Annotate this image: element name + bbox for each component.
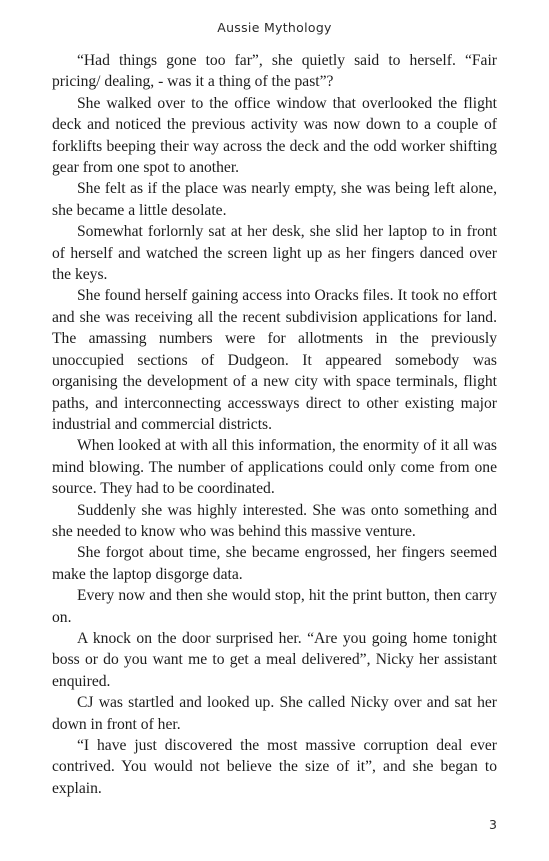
paragraph: When looked at with all this information, the enormity of it all was mind blowing. The number of applications could only come from one source. They had to be coordinated. [52,437,497,498]
paragraph: Somewhat forlornly sat at her desk, she slid her laptop to in front of herself and watched the screen light up as her fingers danced over the keys. [52,223,497,284]
paragraph: She felt as if the place was nearly empty, she was being left alone, she became a little desolate. [52,180,497,219]
paragraph: Suddenly she was highly interested. She was onto something and she needed to know who was behind this massive venture. [52,501,497,540]
paragraph: She walked over to the office window that overlooked the flight deck and noticed the previous activity was now down to a couple of forklifts beeping their way across the deck and the odd worker shifting gear from one spot to another. [52,94,497,177]
page-number: 3 [489,817,497,832]
paragraph: “I have just discovered the most massive corruption deal ever contrived. You would not believe the size of it”, and she began to explain. [52,737,497,797]
paragraph: CJ was startled and looked up. She called Nicky over and sat her down in front of her. [52,694,497,733]
paragraph: A knock on the door surprised her. “Are you going home tonight boss or do you want me to get a meal delivered”, Nicky her assistant enquired. [52,629,497,690]
paragraph: “Had things gone too far”, she quietly said to herself. “Fair pricing/ dealing, - was it a thing of the past”? [52,52,497,91]
paragraph: She found herself gaining access into Oracks files. It took no effort and she was receiving all the recent subdivision applications for land. The amassing numbers were for allotments in the previously unoccupied sections of Dudgeon. It appeared somebody was organising the development of a new city with space terminals, flight paths, and interconnecting accessways direct to other existing major industrial and commercial districts. [52,287,497,433]
paragraph: She forgot about time, she became engrossed, her fingers seemed make the laptop disgorge data. [52,544,497,583]
running-header: Aussie Mythology [217,20,332,35]
body-text [52,50,497,799]
paragraph: Every now and then she would stop, hit the print button, then carry on. [52,587,497,626]
